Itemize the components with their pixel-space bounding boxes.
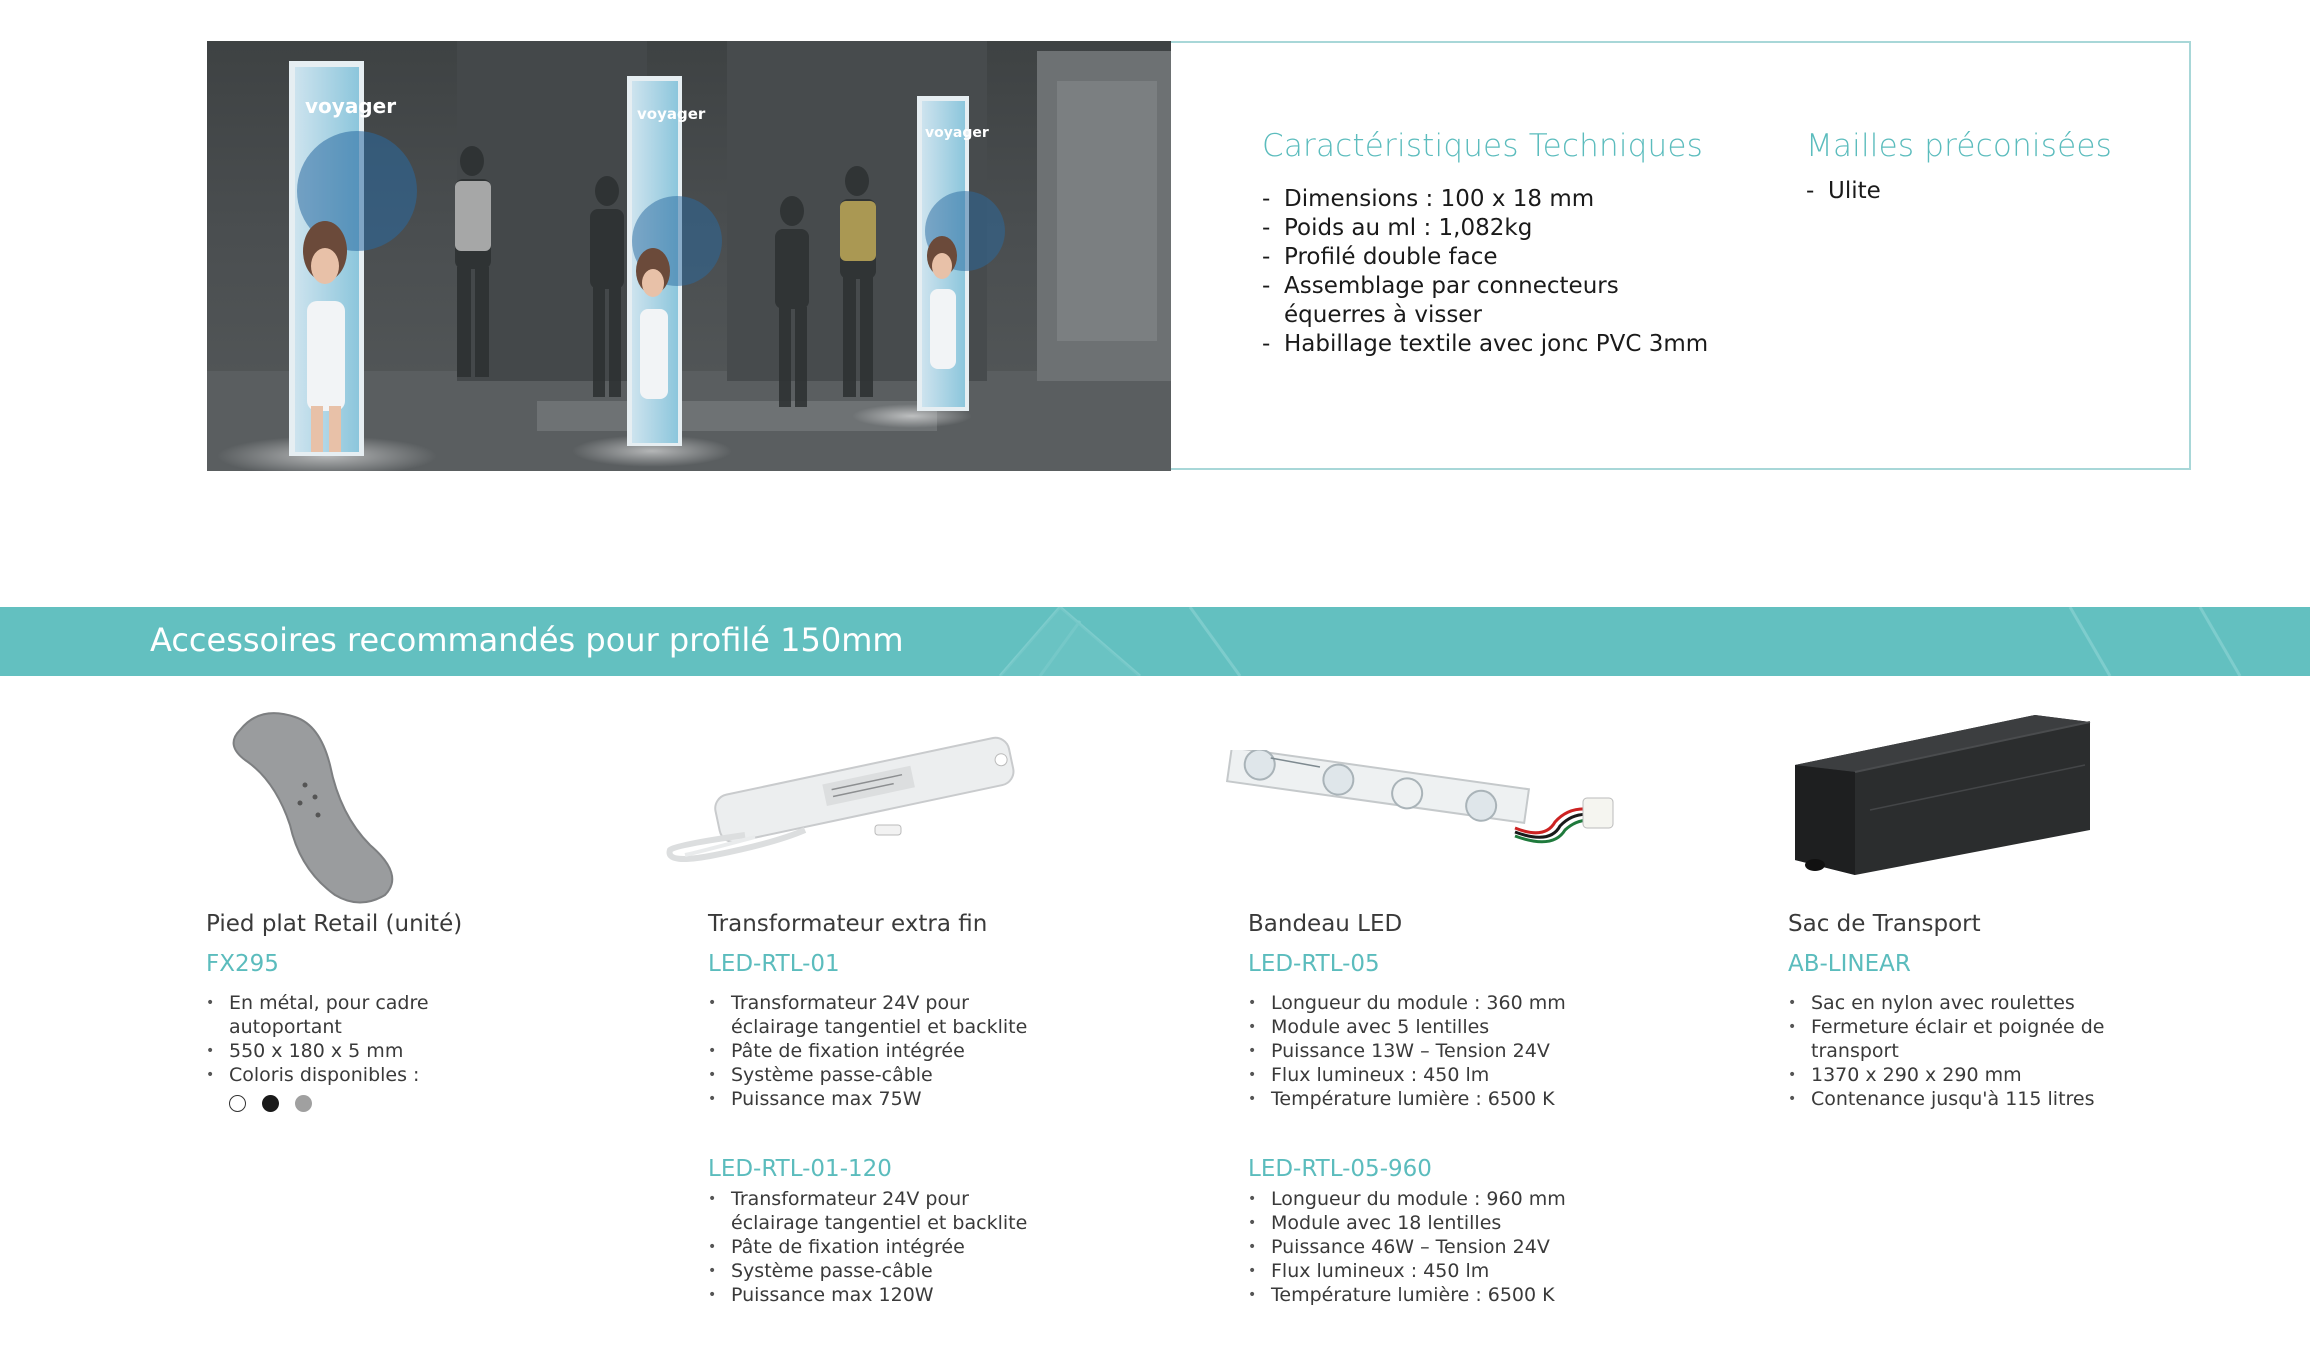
spec-item: - Dimensions : 100 x 18 mm [1262, 185, 1722, 214]
bullet-item: • Flux lumineux : 450 lm [1248, 1063, 1608, 1087]
color-swatch-white [229, 1095, 246, 1112]
bullet-item: • 550 x 180 x 5 mm [206, 1039, 486, 1063]
accessory-ref: FX295 [206, 951, 279, 977]
spec-item: - Habillage textile avec jonc PVC 3mm [1262, 330, 1722, 359]
bullet-item: • Transformateur 24V pour éclairage tangentiel et backlite [708, 991, 1048, 1039]
accessory-name: Transformateur extra fin [708, 911, 988, 937]
bullet-item: • Système passe-câble [708, 1259, 1048, 1283]
mesh-item: - Ulite [1806, 177, 2126, 206]
bullet-item: • Flux lumineux : 450 lm [1248, 1259, 1608, 1283]
lightbox-brand-2: voyager [637, 105, 706, 123]
spec-item: - Poids au ml : 1,082kg [1262, 214, 1722, 243]
accessory-bullets [708, 991, 1048, 1111]
bullet-item: • Module avec 5 lentilles [1248, 1015, 1608, 1039]
accessory-ref: LED-RTL-01 [708, 951, 840, 977]
accessory-name: Sac de Transport [1788, 911, 1981, 937]
bullet-item: • Température lumière : 6500 K [1248, 1283, 1608, 1307]
specs-list [1262, 185, 1722, 359]
bullet-item: • Puissance 13W – Tension 24V [1248, 1039, 1608, 1063]
bullet-item: • Pâte de fixation intégrée [708, 1235, 1048, 1259]
led-strip-image [1225, 750, 1625, 870]
accessory-bullets [1248, 991, 1608, 1111]
accessory-ref: LED-RTL-05 [1248, 951, 1380, 977]
spec-item: - Profilé double face [1262, 243, 1722, 272]
lightbox-brand-1: voyager [305, 94, 397, 118]
accessory-bullets [1788, 991, 2128, 1111]
lightbox-brand-3: voyager [925, 125, 989, 141]
banner-title: Accessoires recommandés pour profilé 150mm [150, 621, 904, 659]
bullet-item: • Puissance max 75W [708, 1087, 1048, 1111]
store-display-photo [207, 41, 1171, 471]
flat-foot-image [220, 705, 410, 905]
bullet-item: • Module avec 18 lentilles [1248, 1211, 1608, 1235]
accessory-ref-variant: LED-RTL-01-120 [708, 1156, 892, 1182]
transformer-image [655, 725, 1035, 870]
spec-item: - Assemblage par connecteurs équerres à visser [1262, 272, 1722, 330]
bullet-item: • En métal, pour cadre autoportant [206, 991, 486, 1039]
bullet-item: • Fermeture éclair et poignée de transport [1788, 1015, 2128, 1063]
accessory-ref: AB-LINEAR [1788, 951, 1911, 977]
transport-bag-image [1785, 710, 2095, 880]
bullet-item: • Puissance max 120W [708, 1283, 1048, 1307]
bullet-item: • Température lumière : 6500 K [1248, 1087, 1608, 1111]
store-scene-illustration [207, 41, 1171, 471]
accessory-ref-variant: LED-RTL-05-960 [1248, 1156, 1432, 1182]
bullet-item: • Longueur du module : 360 mm [1248, 991, 1608, 1015]
accessories-banner [0, 607, 2310, 676]
bullet-item: • Sac en nylon avec roulettes [1788, 991, 2128, 1015]
bullet-item: • Système passe-câble [708, 1063, 1048, 1087]
color-swatch-black [262, 1095, 279, 1112]
accessory-name: Pied plat Retail (unité) [206, 911, 463, 937]
accessory-bullets [206, 991, 486, 1087]
accessory-bullets-variant [1248, 1187, 1608, 1307]
mesh-list [1806, 177, 2126, 206]
bullet-item: • Puissance 46W – Tension 24V [1248, 1235, 1608, 1259]
accessory-name: Bandeau LED [1248, 911, 1403, 937]
bullet-item: • Longueur du module : 960 mm [1248, 1187, 1608, 1211]
bullet-item: • Transformateur 24V pour éclairage tangentiel et backlite [708, 1187, 1048, 1235]
mesh-title: Mailles préconisées [1806, 128, 2112, 164]
bullet-item: • 1370 x 290 x 290 mm [1788, 1063, 2128, 1087]
color-swatch-grey [295, 1095, 312, 1112]
accessory-bullets-variant [708, 1187, 1048, 1307]
bullet-item: • Contenance jusqu'à 115 litres [1788, 1087, 2128, 1111]
bullet-item: • Coloris disponibles : [206, 1063, 486, 1087]
specs-title: Caractéristiques Techniques [1262, 128, 1703, 164]
bullet-item: • Pâte de fixation intégrée [708, 1039, 1048, 1063]
